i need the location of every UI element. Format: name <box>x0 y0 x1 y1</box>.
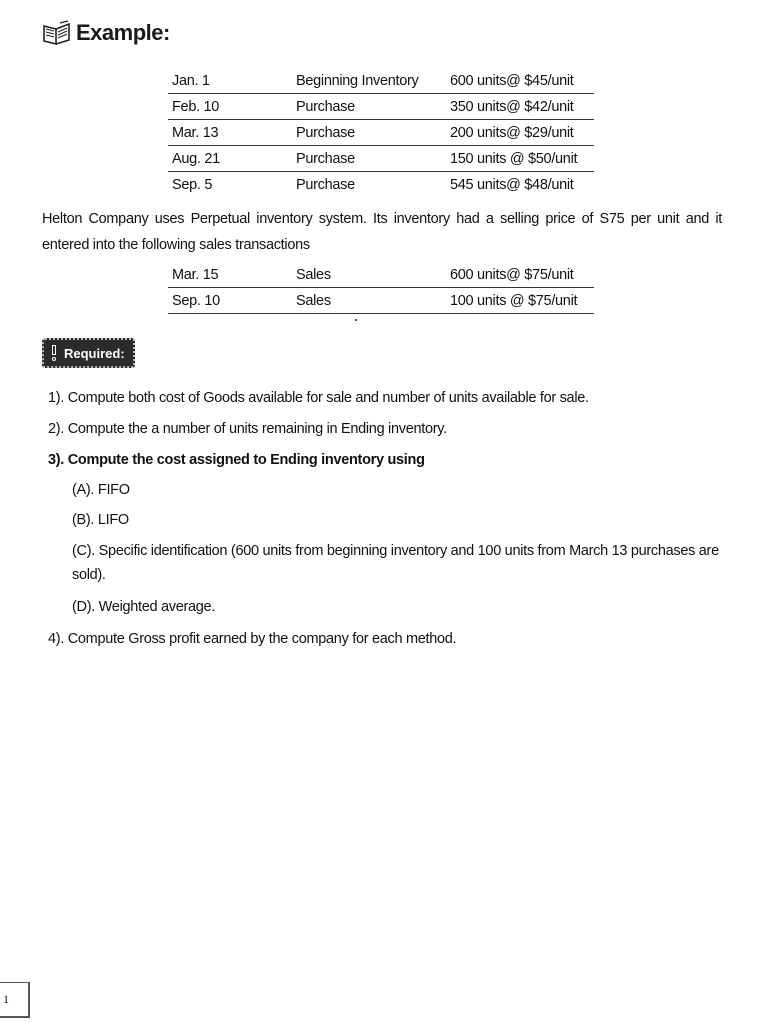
quantity-cell: 150 units @ $50/unit <box>446 146 594 172</box>
date-cell: Jan. 1 <box>172 72 210 89</box>
quantity-cell: 545 units@ $48/unit <box>446 172 594 198</box>
date-cell: Sep. 5 <box>168 172 292 198</box>
quantity-cell: 600 units@ $45/unit <box>450 72 574 89</box>
quantity-cell: 600 units@ $75/unit <box>450 266 574 283</box>
date-cell: Mar. 15 <box>172 266 219 283</box>
description-cell: Purchase <box>292 146 446 172</box>
description-cell: Sales <box>292 288 446 314</box>
open-book-icon <box>42 20 72 46</box>
quantity-cell: 200 units@ $29/unit <box>446 120 594 146</box>
description-cell: Sales <box>296 266 331 283</box>
sales-table <box>168 262 594 314</box>
date-cell: Feb. 10 <box>168 94 292 120</box>
requirement-item: 3). Compute the cost assigned to Ending inventory using <box>48 452 425 468</box>
purchases-table <box>168 68 594 197</box>
description-cell: Purchase <box>292 172 446 198</box>
required-badge <box>42 338 135 368</box>
table-row <box>168 68 594 94</box>
requirement-subitem: (D). Weighted average. <box>72 599 216 615</box>
required-label: Required: <box>64 345 125 361</box>
date-cell: Aug. 21 <box>168 146 292 172</box>
table-row <box>168 94 594 120</box>
requirement-item: 2). Compute the a number of units remaining in Ending inventory. <box>48 421 447 437</box>
table-row <box>168 262 594 288</box>
description-cell: Purchase <box>292 120 446 146</box>
table-row <box>168 120 594 146</box>
quantity-cell: 100 units @ $75/unit <box>446 288 594 314</box>
requirement-subitem: (B). LIFO <box>72 512 129 528</box>
requirement-subitem: (C). Specific identification (600 units from beginning inventory and 100 units from March 13 purchases are sold). <box>72 543 719 583</box>
page-number: 1 <box>0 982 30 1018</box>
table-row <box>168 146 594 172</box>
exclamation-icon <box>50 344 58 362</box>
quantity-cell: 350 units@ $42/unit <box>446 94 594 120</box>
description-cell: Purchase <box>292 94 446 120</box>
page-title: Example: <box>76 20 170 45</box>
table-row <box>168 288 594 314</box>
description-cell: Beginning Inventory <box>296 72 419 89</box>
requirement-subitem: (A). FIFO <box>72 482 130 498</box>
requirement-item: 4). Compute Gross profit earned by the company for each method. <box>48 631 457 647</box>
intro-paragraph: Helton Company uses Perpetual inventory system. Its inventory had a selling price of S75 per unit and it entered into the following sales transactions <box>42 211 722 253</box>
example-heading <box>42 20 170 46</box>
requirement-item: 1). Compute both cost of Goods available for sale and number of units available for sale. <box>48 390 589 406</box>
date-cell: Mar. 13 <box>168 120 292 146</box>
table-row <box>168 172 594 198</box>
date-cell: Sep. 10 <box>168 288 292 314</box>
stray-dot <box>355 319 357 321</box>
